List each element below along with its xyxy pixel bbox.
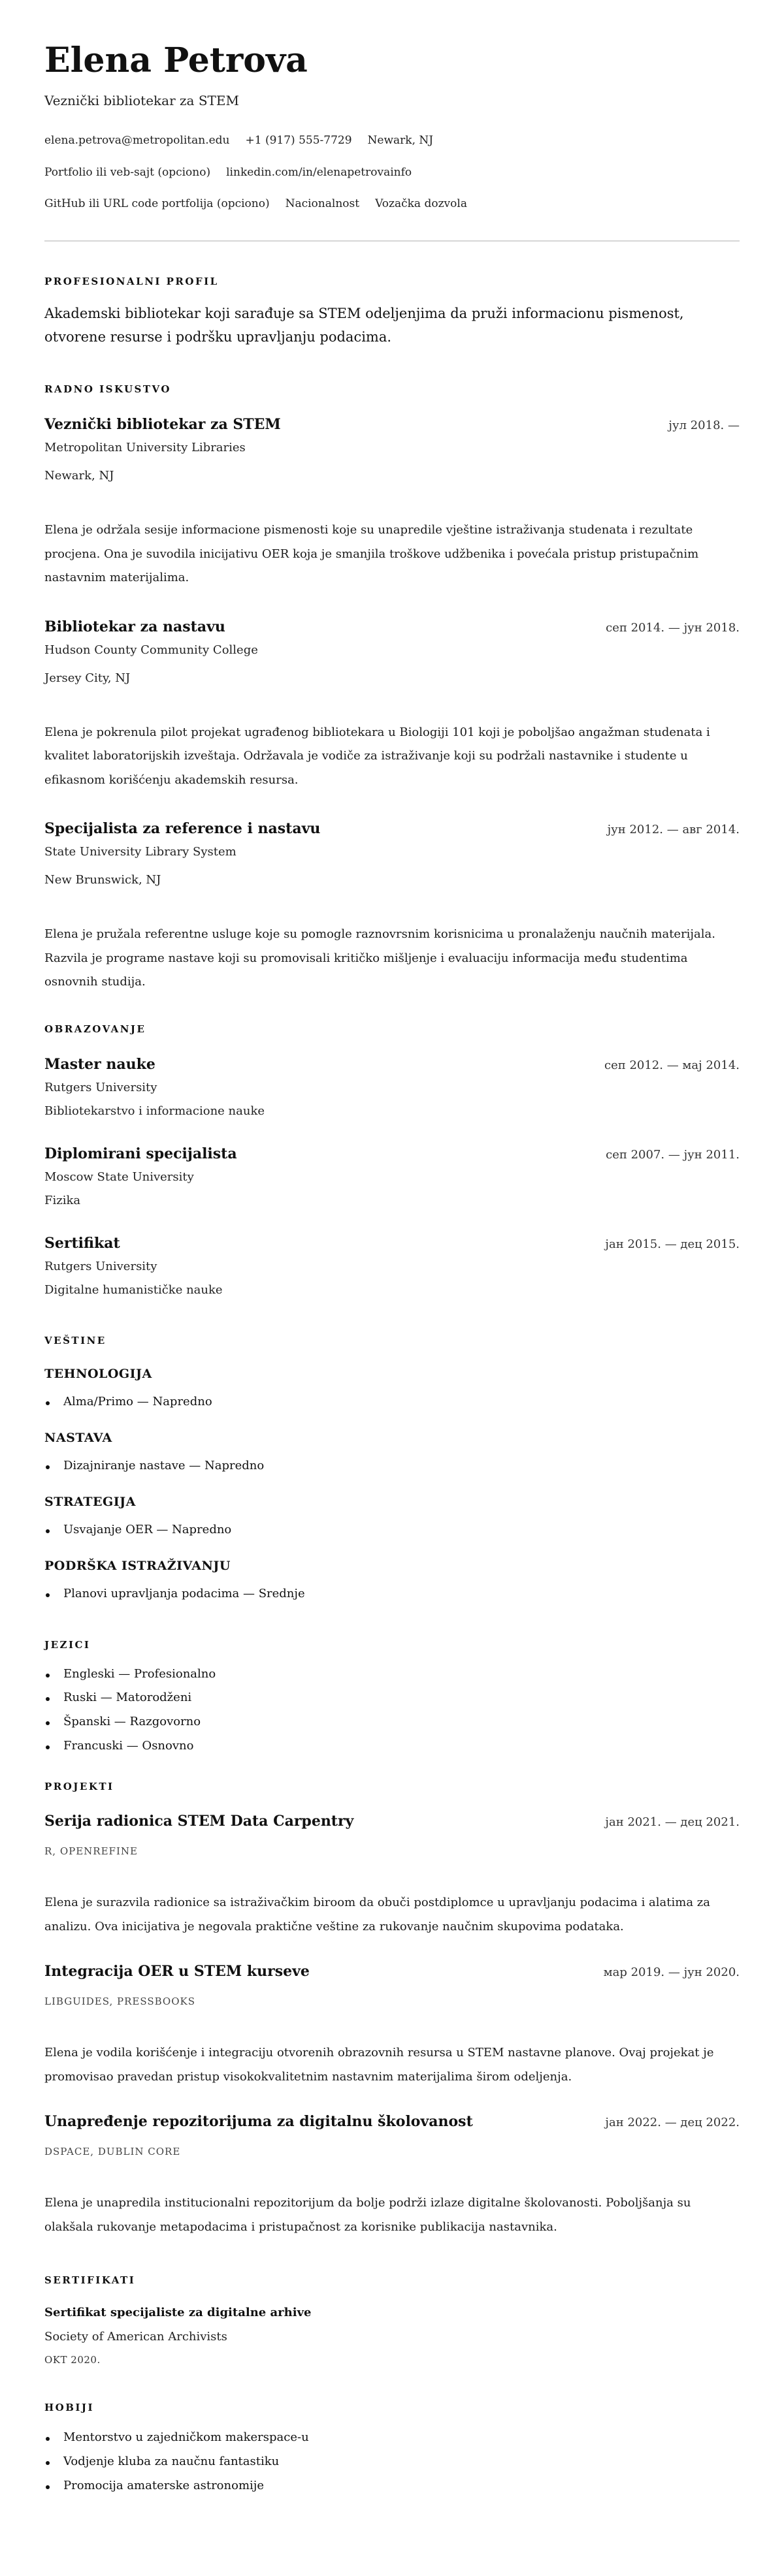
entry-header <box>44 819 740 840</box>
language-item: Ruski — Matorodženi <box>44 1686 740 1710</box>
hobby-item: Promocija amaterske astronomije <box>44 2474 740 2498</box>
skill-list <box>44 1392 740 1412</box>
entry-title: Serija radionica STEM Data Carpentry <box>44 1813 354 1830</box>
education-section <box>44 1023 740 1300</box>
email-link[interactable]: elena.petrova@metropolitan.edu <box>44 134 230 147</box>
skill-category-name: STRATEGIJA <box>44 1494 136 1509</box>
certificate-date: OKT 2020. <box>44 2354 101 2366</box>
entry-date: сеп 2014. — јун 2018. <box>606 620 740 635</box>
school-name: Rutgers University <box>44 1080 157 1094</box>
hobby-item: Vodjenje kluba za naučnu fantastiku <box>44 2450 740 2474</box>
hobby-item: Mentorstvo u zajedničkom makerspace-u <box>44 2426 740 2450</box>
school-name: Rutgers University <box>44 1259 157 1273</box>
skill-item: Dizajniranje nastave — Napredno <box>44 1456 740 1476</box>
skill-category <box>44 1430 740 1476</box>
entry-date: јан 2015. — дец 2015. <box>605 1237 740 1251</box>
skills-section <box>44 1334 740 1604</box>
project-description: Elena je vodila korišćenje i integraciju otvorenih obrazovnih resursa u STEM nastavne planove. Ovaj projekat je promovisao pravedan pristup visokokvalitetnim nastavnim materijalima širom odeljenja. <box>44 2046 714 2084</box>
entry-title: Veznički bibliotekar za STEM <box>44 416 281 433</box>
entry-date: јул 2018. — <box>668 419 740 432</box>
skill-list <box>44 1456 740 1476</box>
experience-section <box>44 383 740 994</box>
skill-category <box>44 1558 740 1604</box>
section-heading: SERTIFIKATI <box>44 2274 136 2287</box>
skill-category-name: TEHNOLOGIJA <box>44 1366 152 1381</box>
entry-header <box>44 617 740 638</box>
project-entry <box>44 2112 740 2239</box>
skill-category-name: PODRŠKA ISTRAŽIVANJU <box>44 1558 231 1573</box>
language-item: Engleski — Profesionalno <box>44 1662 740 1687</box>
hobbies-section <box>44 2401 740 2498</box>
section-heading: PROFESIONALNI PROFIL <box>44 276 219 287</box>
company-name: State University Library System <box>44 845 237 859</box>
field-of-study: Fizika <box>44 1193 81 1207</box>
job-location: Newark, NJ <box>44 469 114 483</box>
experience-entry <box>44 617 740 793</box>
section-heading: VEŠTINE <box>44 1334 106 1346</box>
education-entry <box>44 1233 740 1300</box>
skill-category-name: NASTAVA <box>44 1430 112 1445</box>
entry-header <box>44 2112 740 2133</box>
job-location: New Brunswick, NJ <box>44 873 161 887</box>
project-description: Elena je unapredila institucionalni repozitorijum da bolje podrži izlaze digitalne školovanosti. Poboljšanja su olakšala rukovanje metapodacima i pristupačnost za korisnike publikacija nastavnika. <box>44 2196 691 2234</box>
job-description: Elena je pokrenula pilot projekat ugrađenog bibliotekara u Biologiji 101 koji je poboljšao angažman studenata i kvalitet laboratorijskih izveštaja. Održavala je vodiče za istraživanje koji su podržali nastavnike i studente u efikasnom korišćenju akademskih resursa. <box>44 725 710 787</box>
company-name: Hudson County Community College <box>44 643 258 657</box>
drivers-license: Vozačka dozvola <box>375 197 467 210</box>
project-tags: LIBGUIDES, PRESSBOOKS <box>44 1996 195 2008</box>
certificates-section <box>44 2274 740 2367</box>
contact-line <box>44 195 740 213</box>
section-heading: HOBIJI <box>44 2402 95 2414</box>
entry-date: јун 2012. — авг 2014. <box>607 823 740 836</box>
candidate-title: Veznički bibliotekar za STEM <box>44 93 239 108</box>
entry-date: сеп 2012. — мај 2014. <box>604 1058 740 1072</box>
projects-section <box>44 1780 740 2239</box>
job-description: Elena je održala sesije informacione pismenosti koje su unapredile vještine istraživanja studenata i rezultate procjena. Ona je suvodila inicijativu OER koja je smanjila troškove udžbenika i povećala pristup pristupačnim nastavnim materijalima. <box>44 523 699 584</box>
entry-title: Diplomirani specijalista <box>44 1145 237 1162</box>
entry-title: Specijalista za reference i nastavu <box>44 820 321 837</box>
certificate-title: Sertifikat specijaliste za digitalne arhive <box>44 2306 312 2320</box>
experience-entry <box>44 415 740 590</box>
profile-section <box>44 275 740 349</box>
phone: +1 (917) 555-7729 <box>245 134 352 147</box>
languages-section <box>44 1638 740 1758</box>
nationality: Nacionalnost <box>285 197 360 210</box>
skill-item: Alma/Primo — Napredno <box>44 1392 740 1412</box>
entry-title: Unapređenje repozitorijuma za digitalnu školovanost <box>44 2113 473 2131</box>
entry-header <box>44 1233 740 1254</box>
education-entry <box>44 1055 740 1121</box>
section-heading: JEZICI <box>44 1638 91 1651</box>
skill-category <box>44 1494 740 1540</box>
school-name: Moscow State University <box>44 1169 194 1184</box>
company-name: Metropolitan University Libraries <box>44 441 246 454</box>
entry-title: Integracija OER u STEM kurseve <box>44 1963 310 1980</box>
entry-header <box>44 1055 740 1075</box>
field-of-study: Bibliotekarstvo i informacione nauke <box>44 1104 265 1118</box>
entry-date: јан 2021. — дец 2021. <box>605 1815 740 1830</box>
entry-title: Bibliotekar za nastavu <box>44 618 225 635</box>
job-description: Elena je pružala referentne usluge koje su pomogle raznovrsnim korisnicima u pronalaženju naučnih materijala. Razvila je programe nastave koji su promovisali kritičko mišljenje i evaluaciju informacija među studentima osnovnih studija. <box>44 927 715 989</box>
certificate-issuer: Society of American Archivists <box>44 2330 227 2344</box>
portfolio-link[interactable]: Portfolio ili veb-sajt (opciono) <box>44 165 211 179</box>
entry-date: мар 2019. — јун 2020. <box>603 1965 740 1980</box>
entry-date: јан 2022. — дец 2022. <box>605 2116 740 2130</box>
profile-summary: Akademski bibliotekar koji sarađuje sa STEM odeljenjima da pruži informacionu pismenost, otvorene resurse i podršku upravljanju podacima. <box>44 306 684 345</box>
project-tags: DSPACE, DUBLIN CORE <box>44 2146 181 2158</box>
skill-list <box>44 1584 740 1604</box>
education-entry <box>44 1144 740 1211</box>
divider <box>44 240 740 242</box>
github-link[interactable]: GitHub ili URL code portfolija (opciono) <box>44 197 270 210</box>
entry-title: Master nauke <box>44 1055 155 1073</box>
section-heading: RADNO ISKUSTVO <box>44 383 171 395</box>
entry-header <box>44 1811 740 1832</box>
entry-header <box>44 415 740 436</box>
section-heading: OBRAZOVANJE <box>44 1023 146 1035</box>
contact-info <box>44 131 740 213</box>
entry-header <box>44 1962 740 1982</box>
contact-line <box>44 131 740 150</box>
entry-header <box>44 1144 740 1165</box>
skill-item: Usvajanje OER — Napredno <box>44 1520 740 1540</box>
skill-category <box>44 1366 740 1412</box>
language-item: Francuski — Osnovno <box>44 1734 740 1758</box>
project-description: Elena je surazvila radionice sa istraživačkim biroom da obuči postdiplomce u upravljanju podacima i alatima za analizu. Ova inicijativa je negovala praktične veštine za rukovanje naučnim skupovima podataka. <box>44 1896 710 1933</box>
project-entry <box>44 1811 740 1939</box>
location: Newark, NJ <box>367 134 434 147</box>
skill-list <box>44 1520 740 1540</box>
project-entry <box>44 1962 740 2089</box>
experience-entry <box>44 819 740 994</box>
candidate-name: Elena Petrova <box>44 40 308 80</box>
section-heading: PROJEKTI <box>44 1781 114 1793</box>
skill-item: Planovi upravljanja podacima — Srednje <box>44 1584 740 1604</box>
linkedin-link[interactable]: linkedin.com/in/elenapetrovainfo <box>226 165 412 179</box>
field-of-study: Digitalne humanističke nauke <box>44 1282 223 1297</box>
entry-title: Sertifikat <box>44 1234 120 1252</box>
job-location: Jersey City, NJ <box>44 671 131 685</box>
entry-date: сеп 2007. — јун 2011. <box>606 1147 740 1162</box>
language-item: Španski — Razgovorno <box>44 1710 740 1734</box>
contact-line <box>44 163 740 182</box>
project-tags: R, OPENREFINE <box>44 1845 138 1858</box>
